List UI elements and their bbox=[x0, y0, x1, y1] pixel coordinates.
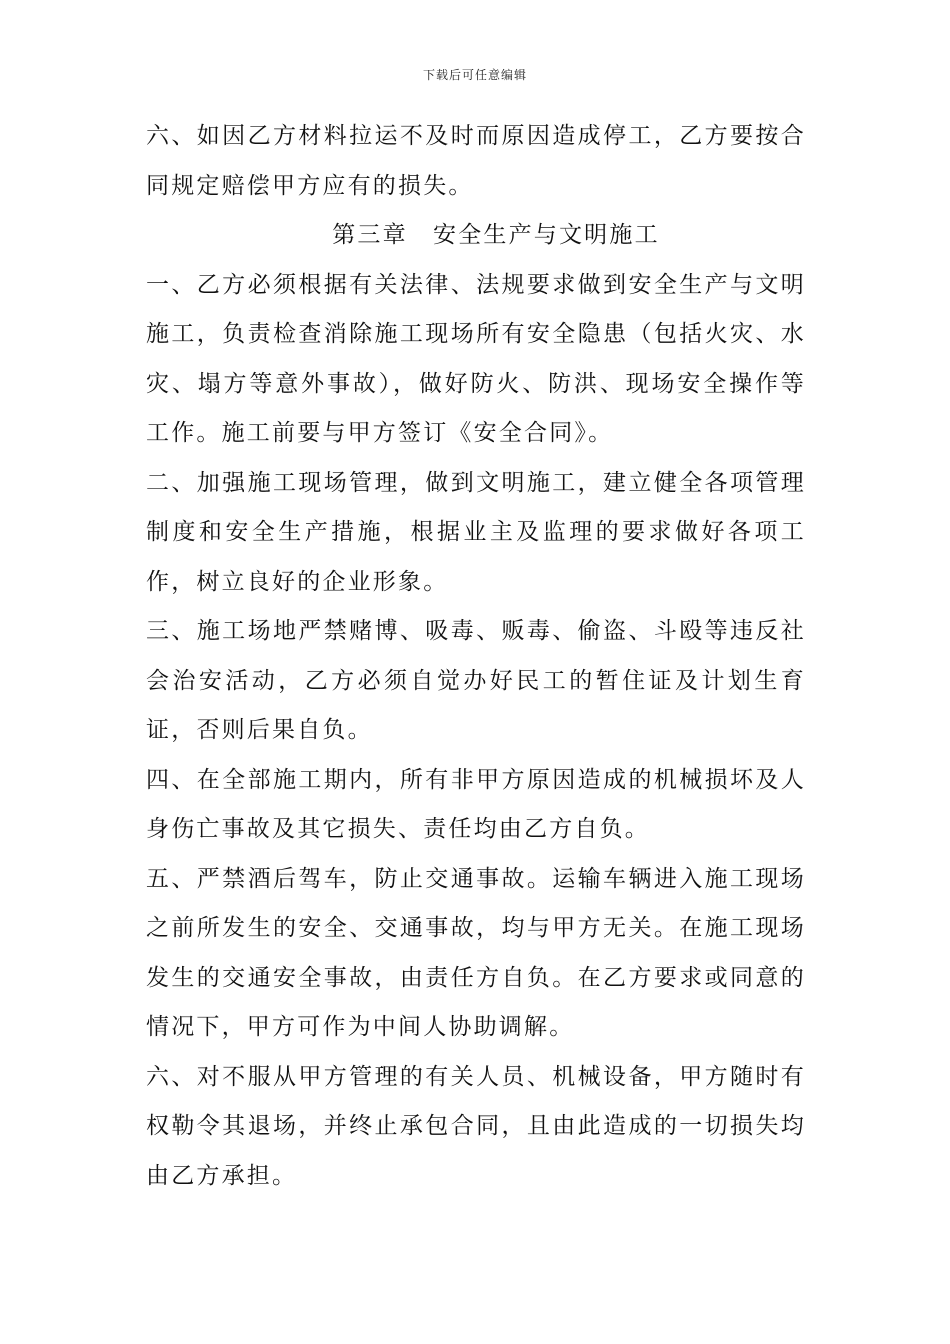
header-note: 下载后可任意编辑 bbox=[422, 68, 527, 82]
paragraph-item-4: 四、在全部施工期内，所有非甲方原因造成的机械损坏及人身伤亡事故及其它损失、责任均由乙方自负。 bbox=[146, 766, 806, 842]
paragraph-item-3: 三、施工场地严禁赌博、吸毒、贩毒、偷盗、斗殴等违反社会治安活动，乙方必须自觉办好民工的暂住证及计划生育证，否则后果自负。 bbox=[146, 618, 806, 743]
paragraph-item-2: 二、加强施工现场管理，做到文明施工，建立健全各项管理制度和安全生产措施，根据业主及监理的要求做好各项工作，树立良好的企业形象。 bbox=[146, 469, 806, 595]
document-body bbox=[146, 112, 806, 1201]
paragraph-item-6: 六、对不服从甲方管理的有关人员、机械设备，甲方随时有权勒令其退场，并终止承包合同，且由此造成的一切损失均由乙方承担。 bbox=[146, 1063, 806, 1189]
paragraph-item-1: 一、乙方必须根据有关法律、法规要求做到安全生产与文明施工，负责检查消除施工现场所有安全隐患（包括火灾、水灾、塌方等意外事故），做好防火、防洪、现场安全操作等工作。施工前要与甲方签订《安全合同》。 bbox=[146, 271, 806, 446]
chapter-title: 第三章 安全生产与文明施工 bbox=[332, 222, 660, 248]
paragraph-intro-item-6: 六、如因乙方材料拉运不及时而原因造成停工，乙方要按合同规定赔偿甲方应有的损失。 bbox=[146, 123, 806, 199]
paragraph-item-5: 五、严禁酒后驾车，防止交通事故。运输车辆进入施工现场之前所发生的安全、交通事故，均与甲方无关。在施工现场发生的交通安全事故，由责任方自负。在乙方要求或同意的情况下，甲方可作为中间人协助调解。 bbox=[146, 865, 806, 1040]
